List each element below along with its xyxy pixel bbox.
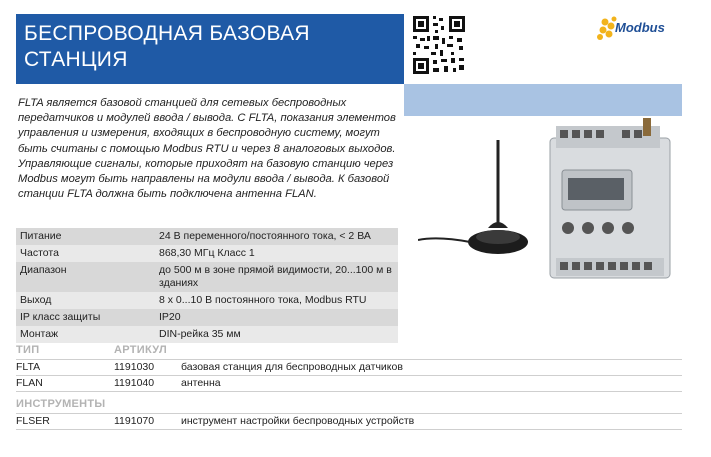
col-type-header: ТИП: [16, 344, 40, 356]
title-line-2: СТАНЦИЯ: [24, 48, 128, 71]
intro-paragraph: FLTA является базовой станцией для сетевых беспроводных передатчиков и модулей ввода / вывода. С FLTA, показания элементов управления и измерения, входящих в беспроводную систему, могут быть считаны с помощью Modbus RTU и через 8 аналоговых выходов. Управляющие сигналы, которые приходят на базовую станцию через Modbus могут быть направлены на модули ввода / вывода. К базовой станции FLTA должна быть подключена антенна FLAN.: [18, 97, 396, 201]
spec-row: Монтаж DIN-рейка 35 мм: [16, 326, 398, 343]
col-article-header: АРТИКУЛ: [114, 344, 167, 356]
accent-band: [404, 84, 682, 116]
qr-code-icon: [411, 14, 467, 76]
tool-row: FLSER 1191070 инструмент настройки беспроводных устройств: [16, 414, 682, 430]
spec-row: IP класс защиты IP20: [16, 309, 398, 326]
spec-row: Диапазон до 500 м в зоне прямой видимости, 20...100 м в зданиях: [16, 262, 398, 292]
order-row: FLAN 1191040 антенна: [16, 376, 682, 392]
page-title: [16, 14, 404, 84]
base-station-icon: [550, 118, 670, 278]
order-row: FLTA 1191030 базовая станция для беспроводных датчиков: [16, 360, 682, 376]
device-image: [418, 118, 686, 288]
title-line-1: БЕСПРОВОДНАЯ БАЗОВАЯ: [24, 22, 310, 45]
spec-row: Выход 8 x 0...10 В постоянного тока, Modbus RTU: [16, 292, 398, 309]
specs-table: [16, 228, 398, 343]
tools-header: ИНСТРУМЕНТЫ: [16, 398, 106, 410]
spec-row: Питание 24 В переменного/постоянного тока, < 2 ВА: [16, 228, 398, 245]
antenna-icon: [418, 140, 528, 254]
modbus-logo-text: Modbus: [615, 20, 665, 35]
spec-row: Частота 868,30 МГц Класс 1: [16, 245, 398, 262]
